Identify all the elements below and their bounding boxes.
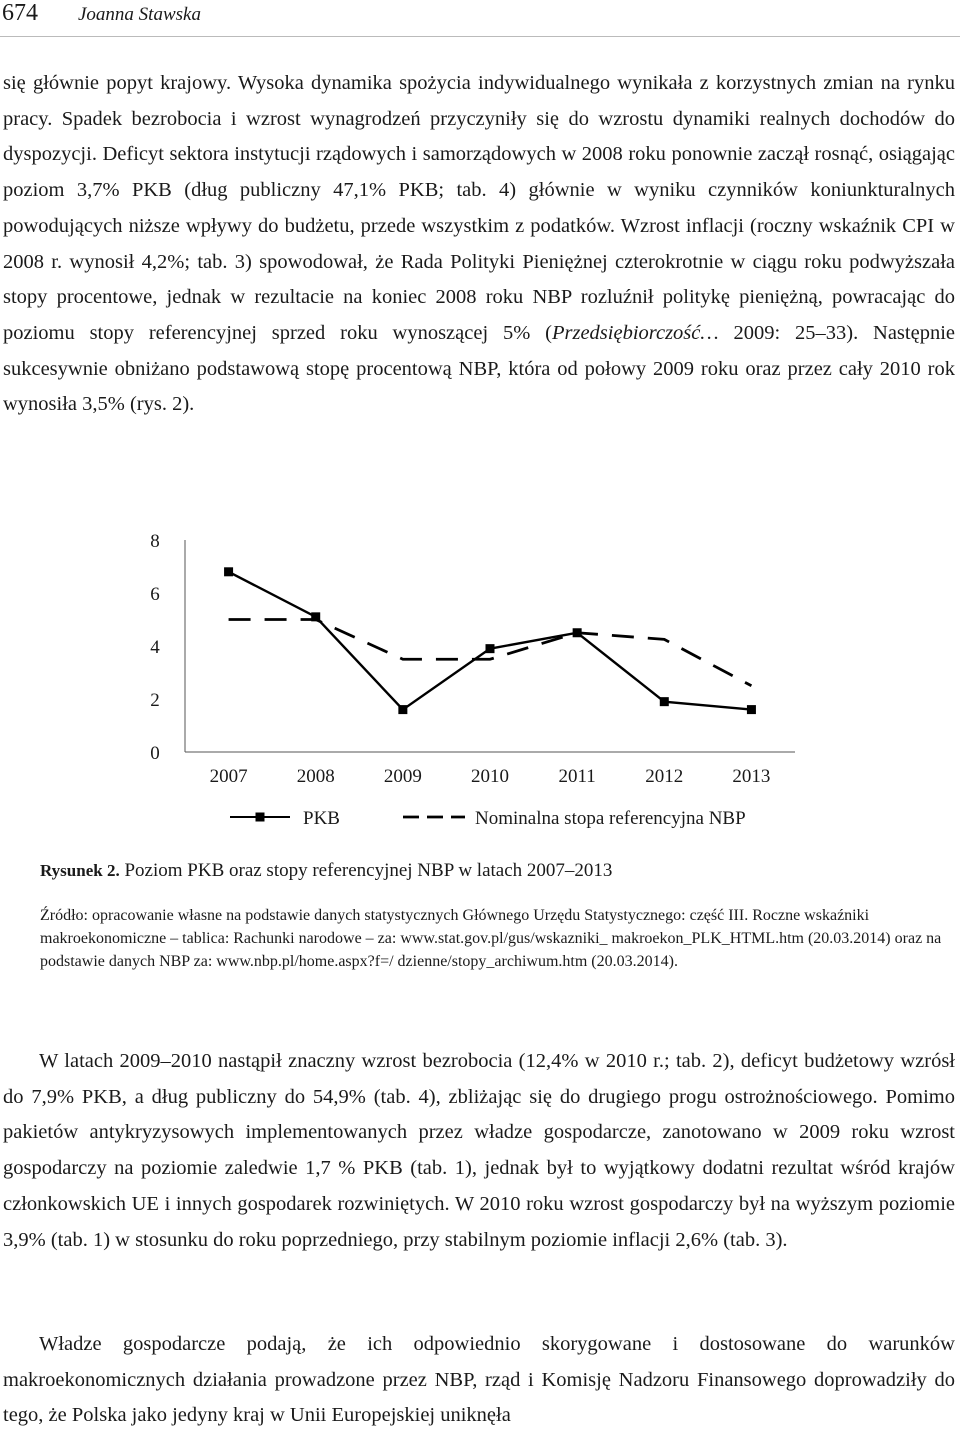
data-point-marker (747, 705, 756, 714)
x-tick-label: 2008 (296, 766, 335, 787)
y-tick-label: 6 (150, 584, 160, 605)
paragraph-1-citation: Przedsiębiorczość… (551, 321, 719, 344)
x-tick-label: 2012 (645, 766, 684, 787)
x-tick-label: 2013 (732, 766, 771, 787)
data-point-marker (398, 705, 407, 714)
figure-source: Źródło: opracowanie własne na podstawie danych statystycznych Głównego Urzędu Statystycznego: część III. Roczne wskaźniki makroekonomiczne – tablica: Rachunki narodowe – za: www.stat.gov.pl/gus/wskazniki_ makroekon_PLK_HTML.htm (20.03.2014) oraz na podstawie danych NBP za: www.nbp.pl/home.aspx?f=/ dzienne/stopy_archiwum.htm (20.03.2014). (40, 907, 942, 970)
y-tick-label: 2 (150, 690, 160, 711)
paragraph-1 (3, 66, 955, 423)
page-number: 674 (2, 0, 38, 26)
paragraph-3: Władze gospodarcze podają, że ich odpowiednio skorygowane i dostosowane do warunków makroekonomicznych działania prowadzone przez NBP, rząd i Komisję Nadzoru Finansowego doprowadziły do tego, że Polska jako jedyny kraj w Unii Europejskiej uniknęła (3, 1333, 955, 1427)
legend-label-2: Nominalna stopa referencyjna NBP (475, 808, 746, 829)
paragraph-1-text: się głównie popyt krajowy. Wysoka dynamika spożycia indywidualnego wynikała z korzystnych zmian na rynku pracy. Spadek bezrobocia i wzrost wynagrodzeń przyczyniły się do wzrostu dynamiki realnych dochodów do dyspozycji. Deficyt sektora instytucji rządowych i samorządowych w 2008 roku ponownie zaczął rosnąć, osiągając poziom 3,7% PKB (dług publiczny 47,1% PKB; tab. 4) głównie w wyniku czynników koniunkturalnych powodujących niższe wpływy do budżetu, przede wszystkim z podatków. Wzrost inflacji (roczny wskaźnik CPI w 2008 r. wynosił 4,2%; tab. 3) spowodował, że Rada Polityki Pieniężnej czterokrotnie w ciągu roku podwyższała stopy procentowe, jednak w rezultacie na koniec 2008 roku NBP rozluźnił politykę pieniężną, powracając do poziomu stopy referencyjnej sprzed roku wynoszącej 5% ( (3, 72, 955, 344)
y-tick-label: 0 (150, 743, 160, 764)
x-tick-label: 2009 (383, 766, 422, 787)
figure-caption-text: Poziom PKB oraz stopy referencyjnej NBP w latach 2007–2013 (119, 860, 613, 881)
data-point-marker (224, 567, 233, 576)
paragraph-2: W latach 2009–2010 nastąpił znaczny wzrost bezrobocia (12,4% w 2010 r.; tab. 2), deficyt budżetowy wzrósł do 7,9% PKB, a dług publiczny do 54,9% (tab. 4), zbliżając się do drugiego progu ostrożnościowego. Pomimo pakietów antykryzysowych implementowanych przez władze gospodarcze, zanotowano w 2009 roku wzrost gospodarczy na poziomie zaledwie 1,7 % PKB (tab. 1), jednak był to wyjątkowy dodatni rezultat wśród krajów członkowskich UE i innych gospodarek rozwiniętych. W 2010 roku wzrost gospodarczy był na wyższym poziomie 3,9% (tab. 1) w stosunku do roku poprzedniego, przy stabilnym poziomie inflacji 2,6% (tab. 3). (3, 1050, 955, 1251)
data-point-marker (660, 697, 669, 706)
data-point-marker (486, 644, 495, 653)
paragraph-1-end: 2009: 25–33). Następnie sukcesywnie obniżano podstawową stopę procentową NBP, która od połowy 2009 roku oraz przez cały 2010 rok wynosiła 3,5% (rys. 2). (3, 321, 955, 416)
legend-marker-1 (256, 813, 265, 822)
y-tick-label: 8 (150, 531, 160, 552)
figure-label: Rysunek 2. (40, 861, 120, 880)
series-line-1 (229, 572, 752, 710)
x-tick-label: 2007 (209, 766, 248, 787)
x-tick-label: 2010 (471, 766, 509, 787)
x-tick-label: 2011 (558, 766, 596, 787)
legend-label-1: PKB (303, 808, 340, 829)
y-tick-label: 4 (150, 637, 160, 658)
figure-caption (40, 860, 612, 882)
line-chart (120, 520, 840, 850)
page-header (0, 0, 960, 30)
running-author: Joanna Stawska (78, 4, 201, 25)
header-divider (0, 36, 960, 37)
